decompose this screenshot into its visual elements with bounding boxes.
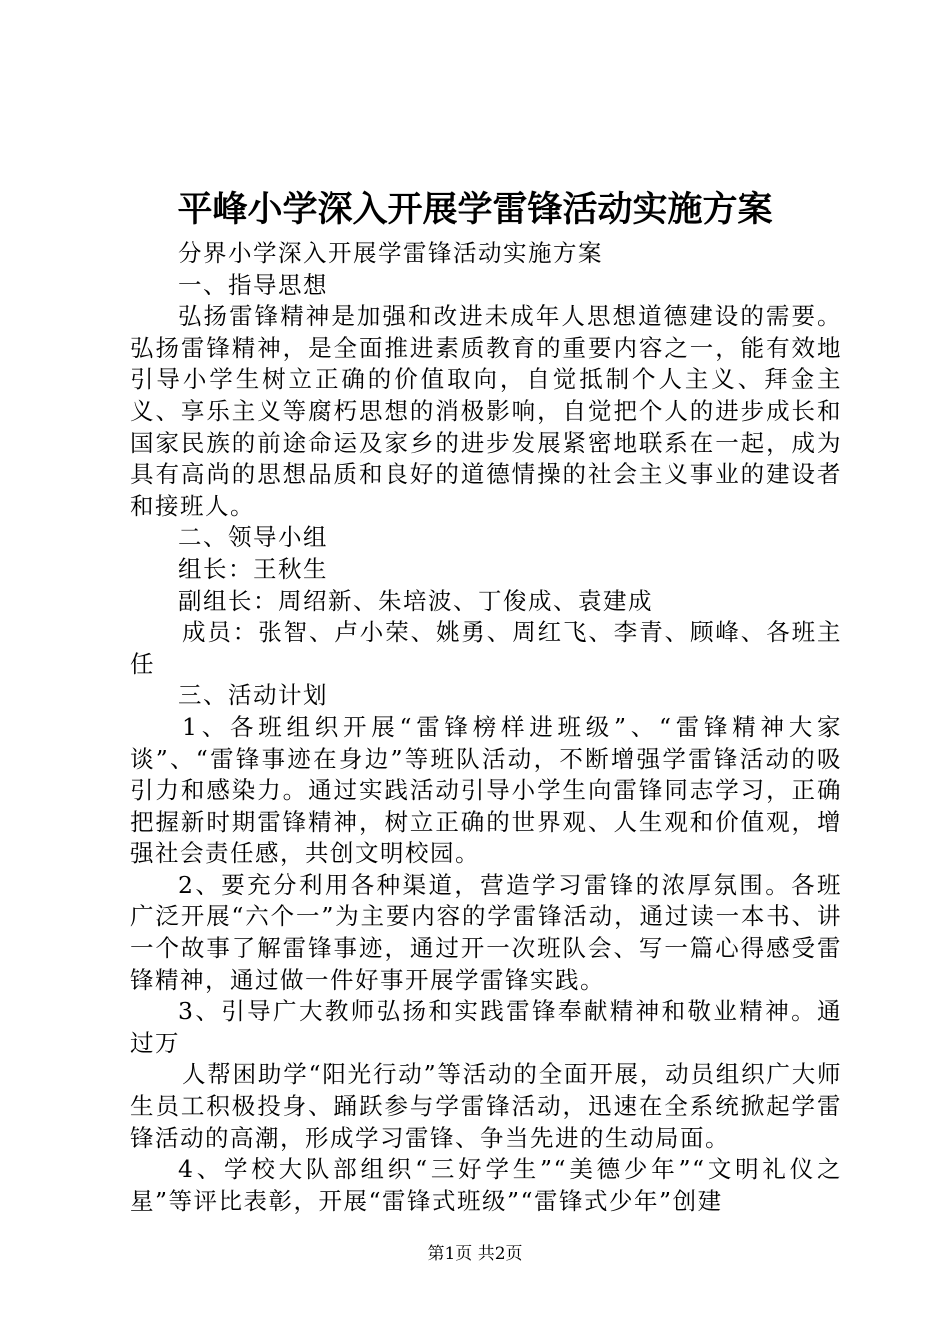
- paragraph-members: 成员：张智、卢小荣、姚勇、周红飞、李青、顾峰、各班主任: [130, 618, 842, 678]
- section-heading-guiding-thought: 一、指导思想: [178, 270, 328, 299]
- page-number-footer: 第1页 共2页: [427, 1244, 523, 1264]
- section-heading-leadership-group: 二、领导小组: [178, 523, 328, 552]
- paragraph-plan-item-3-continued: 人帮困助学“阳光行动”等活动的全面开展，动员组织广大师生员工积极投身、踊跃参与学雷锋活动，迅速在全系统掀起学雷锋活动的高潮，形成学习雷锋、争当先进的生动局面。: [130, 1060, 842, 1152]
- paragraph-plan-item-1: 1、各班组织开展“雷锋榜样进班级”、“雷锋精神大家谈”、“雷锋事迹在身边”等班队活动，不断增强学雷锋活动的吸引力和感染力。通过实践活动引导小学生向雷锋同志学习，正确把握新时期雷锋精神，树立正确的世界观、人生观和价值观，增强社会责任感，共创文明校园。: [130, 712, 842, 868]
- section-heading-activity-plan: 三、活动计划: [178, 681, 328, 710]
- paragraph-deputy-leaders: 副组长：周绍新、朱培波、丁俊成、袁建成: [178, 586, 653, 615]
- document-title: 平峰小学深入开展学雷锋活动实施方案: [177, 189, 773, 230]
- paragraph-guiding-thought: 弘扬雷锋精神是加强和改进未成年人思想道德建设的需要。弘扬雷锋精神，是全面推进素质教育的重要内容之一，能有效地引导小学生树立正确的价值取向，自觉抵制个人主义、拜金主义、享乐主义等腐朽思想的消极影响，自觉把个人的进步成长和国家民族的前途命运及家乡的进步发展紧密地联系在一起，成为具有高尚的思想品质和良好的道德情操的社会主义事业的建设者和接班人。: [130, 302, 842, 520]
- paragraph-plan-item-2: 2、要充分利用各种渠道，营造学习雷锋的浓厚氛围。各班广泛开展“六个一”为主要内容的学雷锋活动，通过读一本书、讲一个故事了解雷锋事迹，通过开一次班队会、写一篇心得感受雷锋精神，通过做一件好事开展学雷锋实践。: [130, 870, 842, 994]
- document-body: [130, 238, 842, 1217]
- subtitle-paragraph: 分界小学深入开展学雷锋活动实施方案: [178, 239, 603, 267]
- paragraph-plan-item-4: 4、学校大队部组织“三好学生”“美德少年”“文明礼仪之星”等评比表彰，开展“雷锋式班级”“雷锋式少年”创建: [130, 1155, 842, 1215]
- paragraph-plan-item-3: 3、引导广大教师弘扬和实践雷锋奉献精神和敬业精神。通过万: [130, 997, 842, 1057]
- paragraph-group-leader: 组长：王秋生: [178, 554, 328, 583]
